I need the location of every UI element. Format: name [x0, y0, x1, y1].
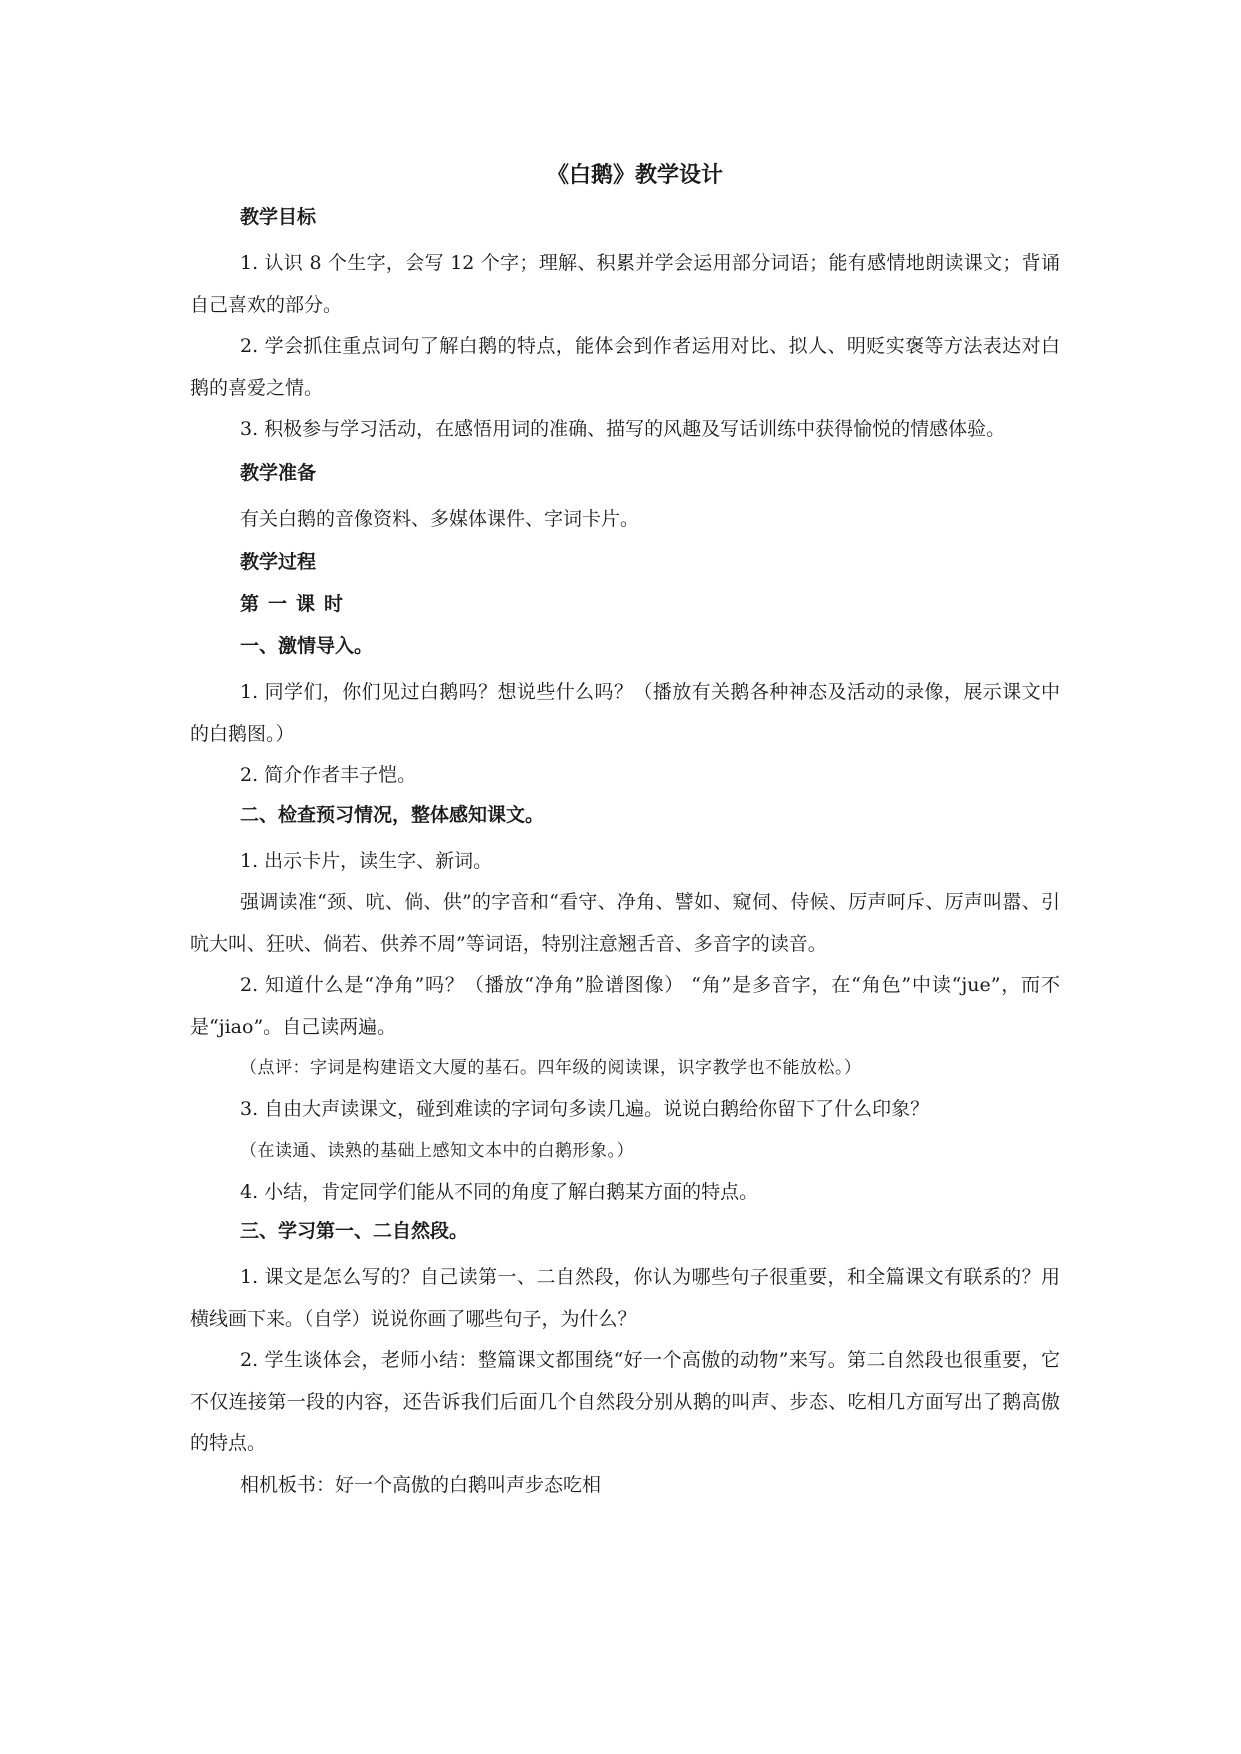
objective-1: 1. 认识 8 个生字，会写 12 个字；理解、积累并学会运用部分词语；能有感情地朗读课文；背诵自己喜欢的部分。 [190, 252, 1060, 316]
preparation-text: 有关白鹅的音像资料、多媒体课件、字词卡片。 [240, 507, 640, 530]
document-page [190, 158, 1060, 1506]
preparation-heading: 教学准备 [240, 461, 317, 484]
step2-paragraph-2: 强调读准“颈、吭、倘、供”的字音和“看守、净角、譬如、窥伺、侍候、厉声呵斥、厉声叫嚣、引吭大叫、狂吠、倘若、供养不周”等词语，特别注意翘舌音、多音字的读音。 [190, 891, 1060, 955]
document-title: 《白鹅》教学设计 [546, 162, 723, 188]
step2-paragraph-1: 1. 出示卡片，读生字、新词。 [240, 849, 493, 872]
step3-paragraph-3: 相机板书：好一个高傲的白鹅叫声步态吃相 [240, 1473, 602, 1496]
process-heading: 教学过程 [240, 551, 317, 573]
step3-heading: 三、学习第一、二自然段。 [240, 1220, 469, 1242]
lesson-heading: 第一课时 [240, 593, 353, 615]
step2-paragraph-5: 4. 小结，肯定同学们能从不同的角度了解白鹅某方面的特点。 [240, 1180, 759, 1203]
objective-3: 3. 积极参与学习活动，在感悟用词的准确、描写的风趣及写话训练中获得愉悦的情感体验。 [240, 418, 1006, 440]
step1-paragraph-2: 2. 简介作者丰子恺。 [240, 764, 417, 786]
step1-paragraph-1: 1. 同学们，你们见过白鹅吗？想说些什么吗？（播放有关鹅各种神态及活动的录像，展示课文中的白鹅图。） [190, 681, 1060, 745]
step2-heading: 二、检查预习情况，整体感知课文。 [240, 803, 545, 826]
step1-heading: 一、激情导入。 [240, 635, 374, 657]
step2-comment-1: （点评：字词是构建语文大厦的基石。四年级的阅读课，识字教学也不能放松。） [240, 1058, 862, 1078]
step2-comment-2: （在读通、读熟的基础上感知文本中的白鹅形象。） [240, 1140, 634, 1161]
step2-paragraph-4: 3. 自由大声读课文，碰到难读的字词句多读几遍。说说白鹅给你留下了什么印象？ [240, 1098, 930, 1120]
step3-paragraph-1: 1. 课文是怎么写的？自己读第一、二自然段，你认为哪些句子很重要，和全篇课文有联系的？用横线画下来。（自学）说说你画了哪些句子，为什么？ [190, 1266, 1060, 1330]
objectives-heading: 教学目标 [240, 206, 317, 228]
step2-paragraph-3: 2. 知道什么是“净角”吗？（播放“净角”脸谱图像） “角”是多音字，在“角色”中读“jue”，而不是“jiao”。自己读两遍。 [190, 974, 1060, 1038]
objective-2: 2. 学会抓住重点词句了解白鹅的特点，能体会到作者运用对比、拟人、明贬实褒等方法表达对白鹅的喜爱之情。 [190, 335, 1060, 399]
step3-paragraph-2: 2. 学生谈体会，老师小结：整篇课文都围绕“好一个高傲的动物”来写。第二自然段也很重要，它不仅连接第一段的内容，还告诉我们后面几个自然段分别从鹅的叫声、步态、吃相几方面写出了鹅高傲的特点。 [190, 1349, 1060, 1454]
